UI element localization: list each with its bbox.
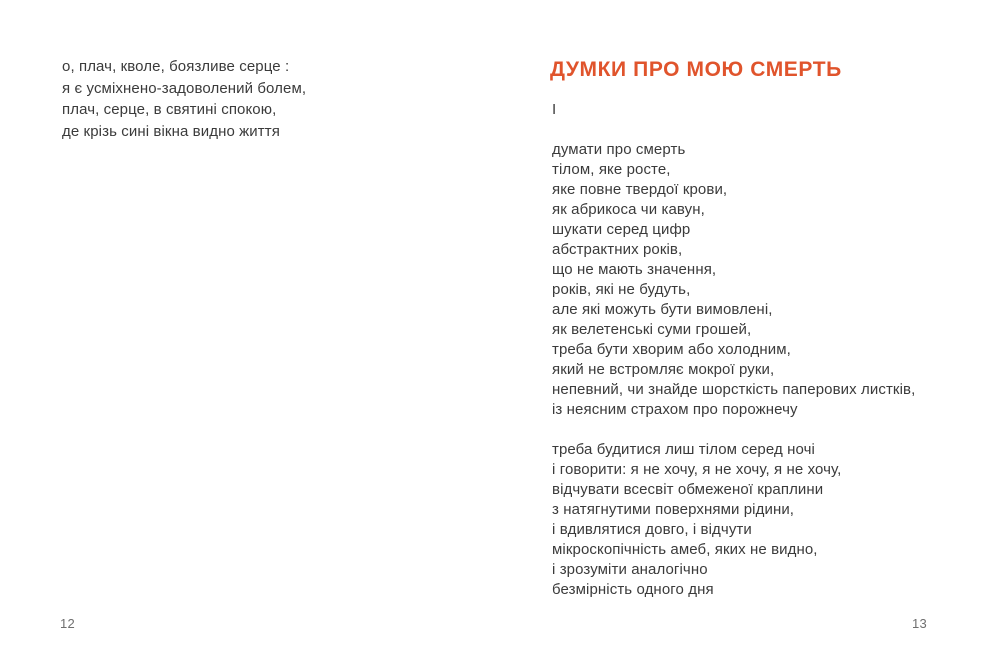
poem-line: з натягнутими поверхнями рідини, [552, 501, 795, 518]
poem-line: і зрозуміти аналогічно [552, 561, 708, 578]
poem-line: о, плач, кволе, боязливе серце : [62, 58, 290, 75]
poem-line: яке повне твердої крови, [552, 181, 728, 198]
section-numeral: І [552, 101, 557, 118]
page-number-right: 13 [912, 616, 928, 631]
poem-title: ДУМКИ ПРО МОЮ СМЕРТЬ [550, 58, 842, 81]
poem-line: шукати серед цифр [552, 221, 691, 238]
poem-line: і говорити: я не хочу, я не хочу, я не хочу, [552, 461, 842, 478]
poem-line: років, які не будуть, [552, 281, 691, 298]
poem-line: думати про смерть [552, 141, 686, 158]
poem-line: безмірність одного дня [552, 581, 714, 598]
left-poem-stanza [62, 56, 306, 142]
poem-line: як абрикоса чи кавун, [552, 201, 705, 218]
poem-line: із неясним страхом про порожнечу [552, 401, 798, 418]
right-poem-stanza-2 [552, 440, 841, 600]
poem-line: треба будитися лиш тілом серед ночі [552, 441, 815, 458]
right-poem-stanza-1 [552, 140, 915, 420]
poem-line: мікроскопічність амеб, яких не видно, [552, 541, 818, 558]
poem-line: і вдивлятися довго, і відчути [552, 521, 752, 538]
poem-line: але які можуть бути вимовлені, [552, 301, 773, 318]
poem-line: тілом, яке росте, [552, 161, 671, 178]
page-number-left: 12 [60, 616, 76, 631]
left-page [0, 0, 495, 672]
poem-line: я є усміхнено-задоволений болем, [62, 79, 307, 97]
poem-line: плач, серце, в святині спокою, [62, 101, 277, 118]
poem-line: треба бути хворим або холодним, [552, 341, 791, 358]
poem-line: абстрактних років, [552, 241, 683, 258]
poem-line: відчувати всесвіт обмеженої краплини [552, 481, 824, 498]
poem-line: що не мають значення, [552, 261, 717, 278]
poem-line: який не встромляє мокрої руки, [552, 361, 775, 378]
poem-line: як велетенські суми грошей, [552, 321, 752, 338]
poem-line: де крізь сині вікна видно життя [62, 122, 280, 140]
poem-line: непевний, чи знайде шорсткість паперових листків, [552, 381, 916, 398]
